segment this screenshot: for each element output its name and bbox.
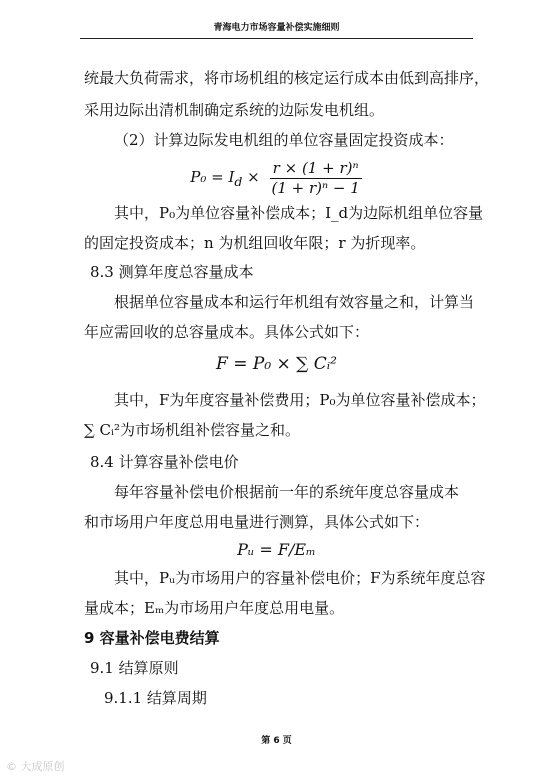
definition-line: 其中，P₀为单位容量补偿成本；I_d为边际机组单位容量 xyxy=(114,204,484,222)
formula-fixed-cost xyxy=(0,158,553,201)
section-heading-9: 9 容量补偿电费结算 xyxy=(84,629,220,647)
watermark: © 大成原创 xyxy=(6,760,65,773)
section-heading-9-1: 9.1 结算原则 xyxy=(90,659,179,677)
formula-fraction xyxy=(269,159,363,198)
definition-line: 的固定投资成本；n 为机组回收年限；r 为折现率。 xyxy=(84,234,426,252)
running-header: 青海电力市场容量补偿实施细则 xyxy=(80,18,473,39)
formula-lhs: P₀ = I xyxy=(190,168,235,186)
formula-times: × xyxy=(242,168,265,186)
definition-line: 其中，Pᵤ为市场用户的容量补偿电价；F为系统年度总容 xyxy=(114,569,486,587)
section-heading-8-4: 8.4 计算容量补偿电价 xyxy=(90,453,239,471)
paragraph-line: 年应需回收的总容量成本。具体公式如下： xyxy=(84,323,370,341)
formula-total-cost: F = P₀ × ∑ Cᵢ² xyxy=(216,354,337,374)
paragraph-line: 和市场用户年度总用电量进行测算，具体公式如下： xyxy=(84,513,430,531)
formula-price: Pᵤ = F/Eₘ xyxy=(237,540,316,559)
paragraph-line: 统最大负荷需求，将市场机组的核定运行成本由低到高排序， xyxy=(84,69,490,87)
definition-line: 量成本；Eₘ为市场用户年度总用电量。 xyxy=(84,599,345,617)
paragraph-line: 每年容量补偿电价根据前一年的系统年度总容量成本 xyxy=(114,483,460,501)
definition-line: ∑ Cᵢ²为市场机组补偿容量之和。 xyxy=(84,421,300,439)
definition-line: 其中，F为年度容量补偿费用；P₀为单位容量补偿成本； xyxy=(114,391,486,409)
step-heading: （2）计算边际发电机组的单位容量固定投资成本： xyxy=(114,131,454,149)
paragraph-line: 采用边际出清机制确定系统的边际发电机组。 xyxy=(84,101,385,119)
fraction-numerator: r × (1 + r)ⁿ xyxy=(270,159,362,179)
page-number: 第 6 页 xyxy=(261,736,292,746)
section-heading-9-1-1: 9.1.1 结算周期 xyxy=(104,689,207,707)
section-heading-8-3: 8.3 测算年度总容量成本 xyxy=(90,263,254,281)
paragraph-line: 根据单位容量成本和运行年机组有效容量之和，计算当 xyxy=(114,293,475,311)
fraction-denominator: (1 + r)ⁿ − 1 xyxy=(271,178,360,197)
formula-subscript: d xyxy=(234,174,243,189)
